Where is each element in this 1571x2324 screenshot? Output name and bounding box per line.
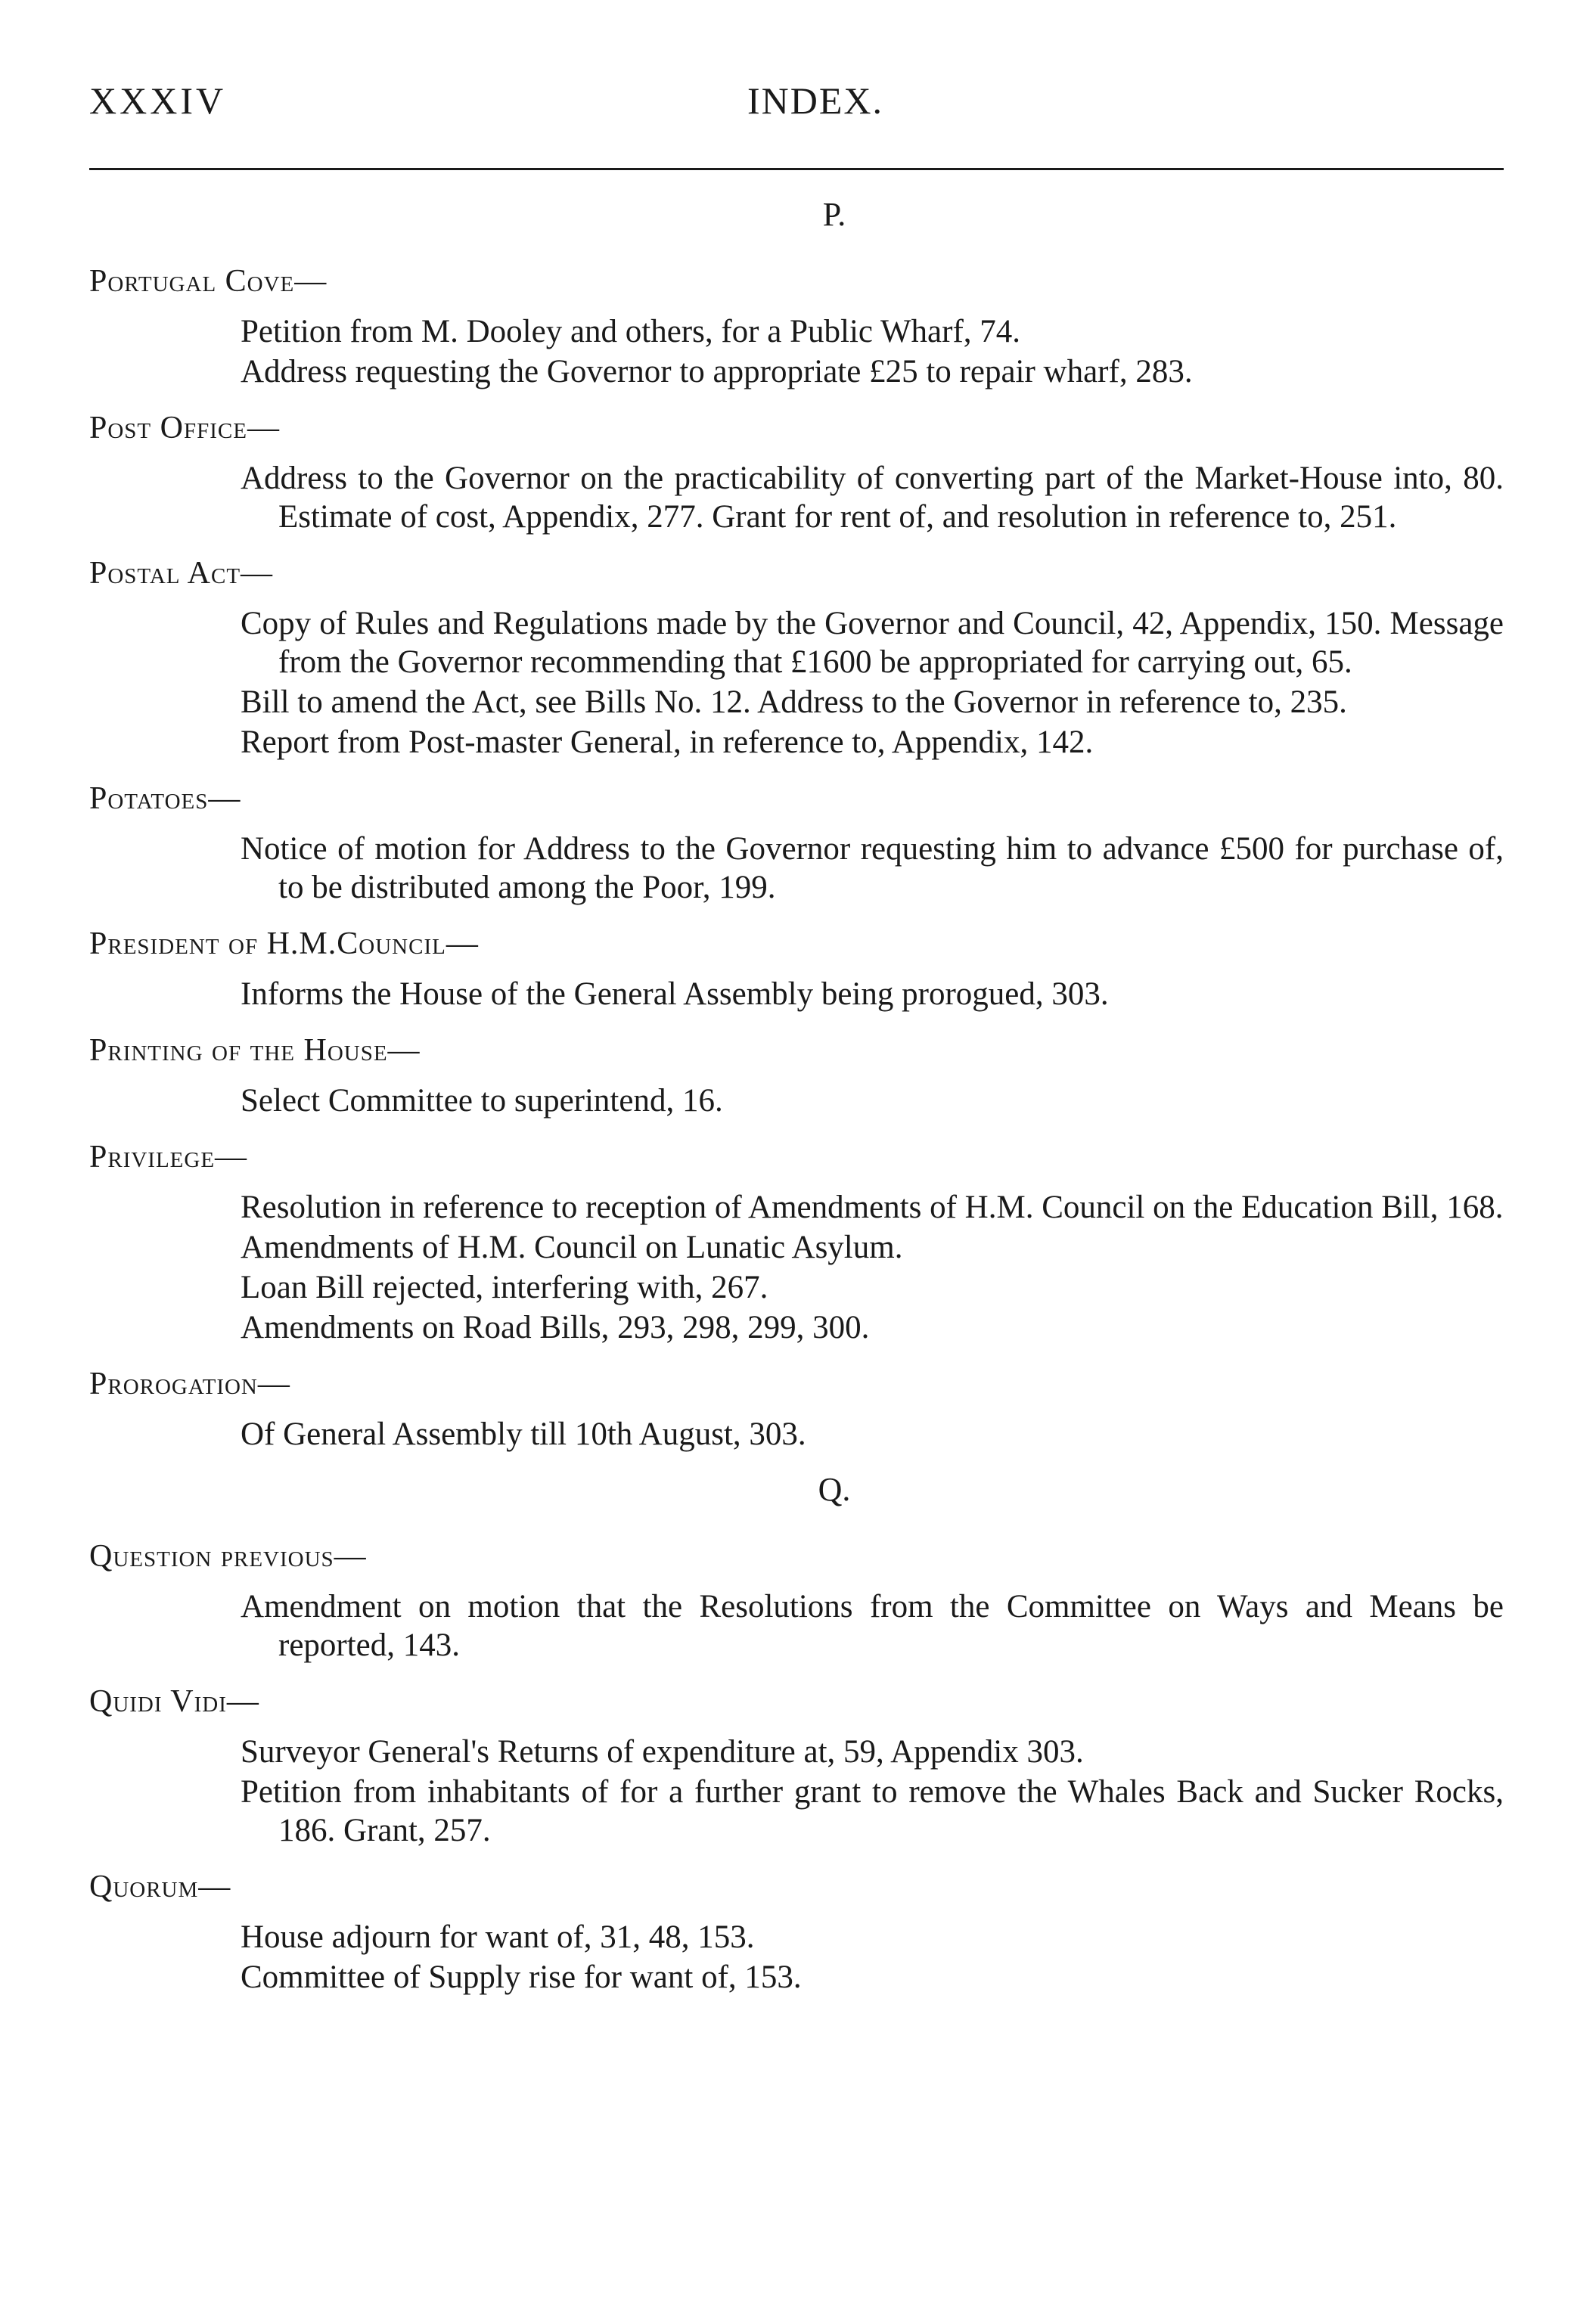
- index-subentry: Address requesting the Governor to appropriate £25 to repair wharf, 283.: [241, 354, 1193, 389]
- subentry-list: [89, 604, 1504, 762]
- index-entry: [89, 1137, 1504, 1347]
- index-entry: [89, 923, 1504, 1013]
- index-term: President of H.M.Council—: [89, 926, 479, 961]
- index-entry: [89, 1364, 1504, 1454]
- subentry-list: [89, 830, 1504, 907]
- index-term: Potatoes—: [89, 781, 241, 816]
- index-subentry: House adjourn for want of, 31, 48, 153.: [241, 1919, 755, 1955]
- subentry-list: [89, 1733, 1504, 1850]
- index-subentry: Amendment on motion that the Resolutions from the Committee on Ways and Means be reported, 143.: [241, 1589, 1504, 1663]
- index-entry: [89, 408, 1504, 536]
- index-term: Quorum—: [89, 1869, 231, 1904]
- section-letter-heading: Q.: [818, 1471, 851, 1508]
- index-term: Portugal Cove—: [89, 264, 328, 299]
- page-number: XXXIV: [89, 79, 227, 122]
- index-term: Privilege—: [89, 1140, 248, 1174]
- header-rule: [89, 168, 1504, 170]
- subentry-list: [89, 1188, 1504, 1347]
- index-term: Quidi Vidi—: [89, 1684, 259, 1719]
- index-subentry: Committee of Supply rise for want of, 153.: [241, 1959, 802, 1995]
- index-subentry: Report from Post-master General, in reference to, Appendix, 142.: [241, 725, 1094, 760]
- index-subentry: Notice of motion for Address to the Governor requesting him to advance £500 for purchase of, to be distributed among the Poor, 199.: [241, 831, 1504, 905]
- subentry-list: [89, 1918, 1504, 1997]
- index-term: Question previous—: [89, 1539, 367, 1574]
- index-entry: [89, 778, 1504, 907]
- index-subentry: Copy of Rules and Regulations made by the Governor and Council, 42, Appendix, 150. Message from the Governor recommending that £1600 be appropriated for carrying out, 65.: [241, 606, 1504, 680]
- index-subentry: Bill to amend the Act, see Bills No. 12. Address to the Governor in reference to, 235.: [241, 684, 1347, 720]
- index-subentry: Loan Bill rejected, interfering with, 267.: [241, 1270, 768, 1305]
- index-term: Printing of the House—: [89, 1033, 421, 1068]
- index-subentry: Address to the Governor on the practicability of converting part of the Market-House into, 80. Estimate of cost, Appendix, 277. Grant for rent of, and resolution in reference to, 251.: [241, 461, 1504, 535]
- index-subentry: Select Committee to superintend, 16.: [241, 1083, 723, 1119]
- index-entry: [89, 1030, 1504, 1120]
- index-subentry: Informs the House of the General Assembly being prorogued, 303.: [241, 976, 1109, 1012]
- index-term: Postal Act—: [89, 556, 274, 591]
- index-term: Post Office—: [89, 411, 280, 445]
- index-subentry: Surveyor General's Returns of expenditure at, 59, Appendix 303.: [241, 1734, 1084, 1770]
- subentry-list: [89, 975, 1504, 1013]
- index-subentry: Of General Assembly till 10th August, 303.: [241, 1416, 806, 1452]
- index-subentry: Amendments of H.M. Council on Lunatic Asylum.: [241, 1230, 903, 1265]
- index-subentry: Resolution in reference to reception of Amendments of H.M. Council on the Education Bill, 168.: [241, 1190, 1504, 1225]
- index-content: [89, 195, 1504, 2013]
- subentry-list: [89, 459, 1504, 536]
- index-term: Prorogation—: [89, 1367, 290, 1401]
- index-entry: [89, 1536, 1504, 1665]
- running-title: INDEX.: [747, 79, 884, 122]
- subentry-list: [89, 1081, 1504, 1120]
- index-subentry: Amendments on Road Bills, 293, 298, 299, 300.: [241, 1310, 870, 1345]
- section-letter-heading: P.: [822, 196, 846, 233]
- subentry-list: [89, 1415, 1504, 1454]
- index-subentry: Petition from inhabitants of for a further grant to remove the Whales Back and Sucker Rocks, 186. Grant, 257.: [241, 1774, 1504, 1848]
- index-entry: [89, 1681, 1504, 1850]
- index-subentry: Petition from M. Dooley and others, for a Public Wharf, 74.: [241, 314, 1021, 349]
- subentry-list: [89, 1587, 1504, 1665]
- index-entry: [89, 1866, 1504, 1997]
- index-entry: [89, 261, 1504, 391]
- subentry-list: [89, 312, 1504, 391]
- index-entry: [89, 553, 1504, 762]
- page-header: [89, 79, 1504, 139]
